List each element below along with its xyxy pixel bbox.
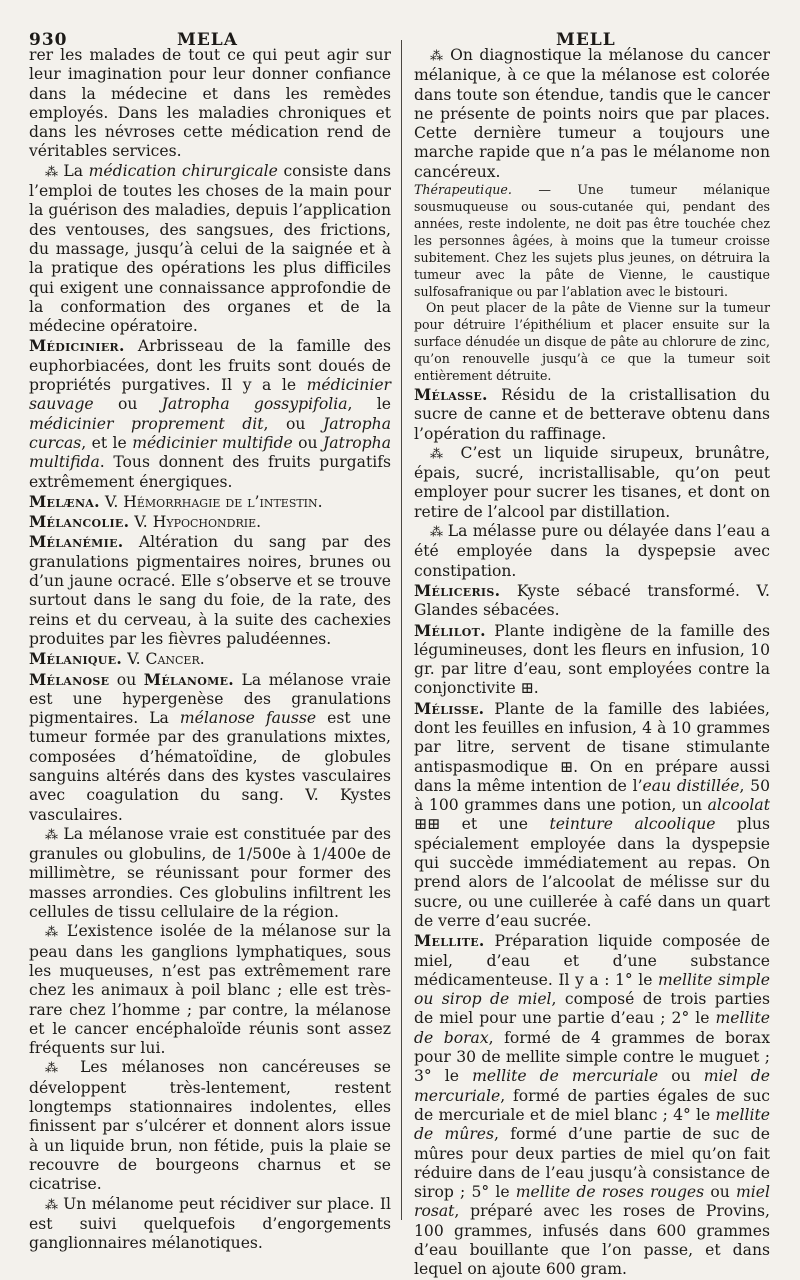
entry-melaena: Melæna. V. Hémorrhagie de l’intestin. bbox=[29, 491, 323, 511]
headword: Mélanémie. bbox=[29, 532, 124, 552]
asterism-icon: ⁂ bbox=[45, 164, 64, 180]
asterism-icon: ⁂ bbox=[430, 49, 451, 64]
entry-melancolie: Mélancolie. V. Hypochondrie. bbox=[29, 512, 262, 532]
headword: Mélancolie. bbox=[29, 512, 130, 532]
asterism-icon: ⁂ bbox=[45, 1197, 64, 1213]
entry-medicinier: Médicinier. Arbrisseau de la famille des euphorbiacées, dont les fruits sont doués de propriétés purgatives. Il y a le médicinier sauvage ou Jatropha gossypifolia, le médicinier proprement dit, ou Jatropha curcas, et le médicinier multifide ou Jatropha multifida. Tous donnent des fruits purgatifs extrêmement énergiques. bbox=[29, 336, 391, 491]
entry-melilot: Mélilot. Plante indigène de la famille des légumineuses, dont les fleurs en infusion, 10 gr. par litre d’eau, sont employées contre la conjonctivite ⊞. bbox=[414, 620, 770, 698]
headword: Mélilot. bbox=[414, 620, 486, 640]
headword: Mellite. bbox=[414, 931, 485, 951]
entry-mellite: Mellite. Préparation liquide composée de miel, d’eau et d’une substance médicamenteuse. Il y a : 1° le mellite simple ou sirop de miel, composé de trois parties de miel pour une partie d’eau ; 2° le mellite de borax, formé de 4 grammes de borax pour 30 de mellite simple contre le muguet ; 3° le mellite de mercuriale ou miel de mercuriale, formé de parties égales de suc de mercuriale et de miel blanc ; 4° le mellite de mûres, formé d’une partie de suc de mûres pour deux parties de miel qu’on fait réduire dans de l’eau jusqu’à consistance de sirop ; 5° le mellite de roses rouges ou miel rosat, préparé avec les roses de Provins, 100 grammes, infusés dans 600 grammes d’eau bouillante que l’on passe, et dans lequel on ajoute 600 gram. bbox=[414, 931, 771, 1279]
headword: Mélasse. bbox=[414, 384, 488, 404]
headword: Mélisse. bbox=[414, 698, 485, 718]
asterism-icon: ⁂ bbox=[430, 525, 448, 541]
right-column bbox=[414, 46, 770, 1280]
entry-melanique: Mélanique. V. Cancer. bbox=[29, 649, 205, 669]
therapeutique: Thérapeutique. — Une tumeur mélanique sousmuqueuse ou sous-cutanée qui, pendant des années, reste indolente, ne doit pas être touchée chez les personnes âgées, à moins que la tumeur croisse subitement. Chez les sujets plus jeunes, on détruira la tumeur avec la pâte de Vienne, le caustique sulfosafranique ou par l’ablation avec le bistouri. bbox=[414, 182, 770, 299]
paragraph: ⁂ La mélasse pure ou délayée dans l’eau a été employée dans la dyspepsie avec constipation. bbox=[414, 522, 770, 580]
headword: Mélanose bbox=[29, 669, 110, 689]
paragraph: ⁂ On diagnostique la mélanose du cancer mélanique, à ce que la mélanose est colorée dans toute son étendue, tandis que le cancer ne présente de points noirs que par places. Cette dernière tumeur a toujours une marche rapide que n’a pas le mélanome non cancéreux. bbox=[414, 46, 770, 181]
boxed-cross-icon: ⊞⊞ bbox=[414, 815, 441, 834]
paragraph: On peut placer de la pâte de Vienne sur la tumeur pour détruire l’épithélium et placer ensuite sur la surface dénudée un disque de pâte au chlorure de zinc, qu’on renouvelle jusqu’à ce que la tumeur soit entièrement détruite. bbox=[414, 300, 770, 384]
page-number: 930 bbox=[29, 30, 68, 50]
headword: Mélanome. bbox=[143, 669, 235, 689]
asterism-icon: ⁂ bbox=[45, 1061, 81, 1077]
headword: Médicinier. bbox=[29, 336, 125, 356]
entry-melanemie: Mélanémie. Altération du sang par des granulations pigmentaires noires, brunes ou d’un jaune ocracé. Elle s’observe et se trouve surtout dans le sang du foie, de la rate, des reins et du cerveau, à la suite des cachexies produites par les fièvres paludéennes. bbox=[29, 532, 391, 648]
entry-melisse: Mélisse. Plante de la famille des labiées, dont les feuilles en infusion, 4 à 10 grammes par litre, servent de tisane stimulante antispasmodique ⊞. On en prépare aussi dans la même intention de l’eau distillée, 50 à 100 grammes dans une potion, un alcoolat ⊞⊞ et une teinture alcoolique plus spécialement employée dans la dyspepsie qui succède immédiatement au repas. On prend alors de l’alcoolat de mélisse sur du sucre, ou une cuillerée à café dans un quart de verre d’eau sucrée. bbox=[414, 698, 771, 930]
headword: Méliceris. bbox=[414, 580, 501, 600]
paragraph: ⁂ Les mélanoses non cancéreuses se développent très-lentement, restent longtemps stationnaires indolentes, elles finissent par s’ulcérer et donnent alors issue à un liquide brun, non fétide, puis la plaie se recouvre de bourgeons charnus et se cicatrise. bbox=[29, 1058, 391, 1194]
boxed-cross-icon: ⊞ bbox=[520, 679, 534, 698]
boxed-cross-icon: ⊞ bbox=[560, 757, 574, 776]
headword: Melæna. bbox=[29, 491, 100, 511]
headword: Mélanique. bbox=[29, 649, 123, 669]
entry-meliceris: Méliceris. Kyste sébacé transformé. V. Glandes sébacées. bbox=[414, 580, 770, 620]
asterism-icon: ⁂ bbox=[430, 446, 461, 462]
left-column bbox=[29, 46, 391, 1253]
paragraph: ⁂ La médication chirurgicale consiste dans l’emploi de toutes les choses de la main pour la guérison des maladies, depuis l’application des ventouses, des sangsues, des frictions, du massage, jusqu’à celui de la saignée et à la pratique des opérations les plus difficiles qui exigent une connaissance approfondie de la conformation des organes et de la médecine opératoire. bbox=[29, 161, 392, 336]
paragraph: ⁂ C’est un liquide sirupeux, brunâtre, épais, sucré, incristallisable, qu’on peut employer pour sucrer les tisanes, et dont on retire de l’alcool par distillation. bbox=[414, 443, 770, 521]
running-head-left: MELA bbox=[177, 30, 238, 50]
paragraph: rer les malades de tout ce qui peut agir sur leur imagination pour leur donner confiance dans la médecine et dans les remèdes employés. Dans les maladies chroniques et dans les névroses cette médication rend de véritables services. bbox=[29, 46, 391, 161]
asterism-icon: ⁂ bbox=[45, 827, 64, 843]
paragraph: ⁂ La mélanose vraie est constituée par des granules ou globulins, de 1/500e à 1/400e de millimètre, se réunissant pour former des masses arrondies. Ces globulins infiltrent les cellules de tissu cellulaire de la région. bbox=[29, 824, 391, 922]
paragraph: ⁂ L’existence isolée de la mélanose sur la peau dans les ganglions lymphatiques, sous les muqueuses, n’est pas extrêmement rare chez les animaux à poil blanc ; elle est très-rare chez l’homme ; par contre, la mélanose et le cancer encéphaloïde réunis sont assez fréquents sur lui. bbox=[29, 922, 391, 1058]
column-divider bbox=[401, 40, 402, 1220]
asterism-icon: ⁂ bbox=[45, 925, 67, 941]
paragraph: ⁂ Un mélanome peut récidiver sur place. Il est suivi quelquefois d’engorgements ganglionnaires mélanotiques. bbox=[29, 1194, 391, 1253]
entry-melasse: Mélasse. Résidu de la cristallisation du sucre de canne et de betterave obtenu dans l’opération du raffinage. bbox=[414, 384, 770, 443]
running-head-right: MELL bbox=[556, 30, 616, 50]
entry-melanose: Mélanose ou Mélanome. La mélanose vraie est une hypergenèse des granulations pigmentaires. La mélanose fausse est une tumeur formée par des granulations mixtes, composées d’hématoïdine, de globules sanguins altérés dans des kystes vasculaires avec coagulation du sang. V. Kystes vasculaires. bbox=[29, 669, 391, 824]
